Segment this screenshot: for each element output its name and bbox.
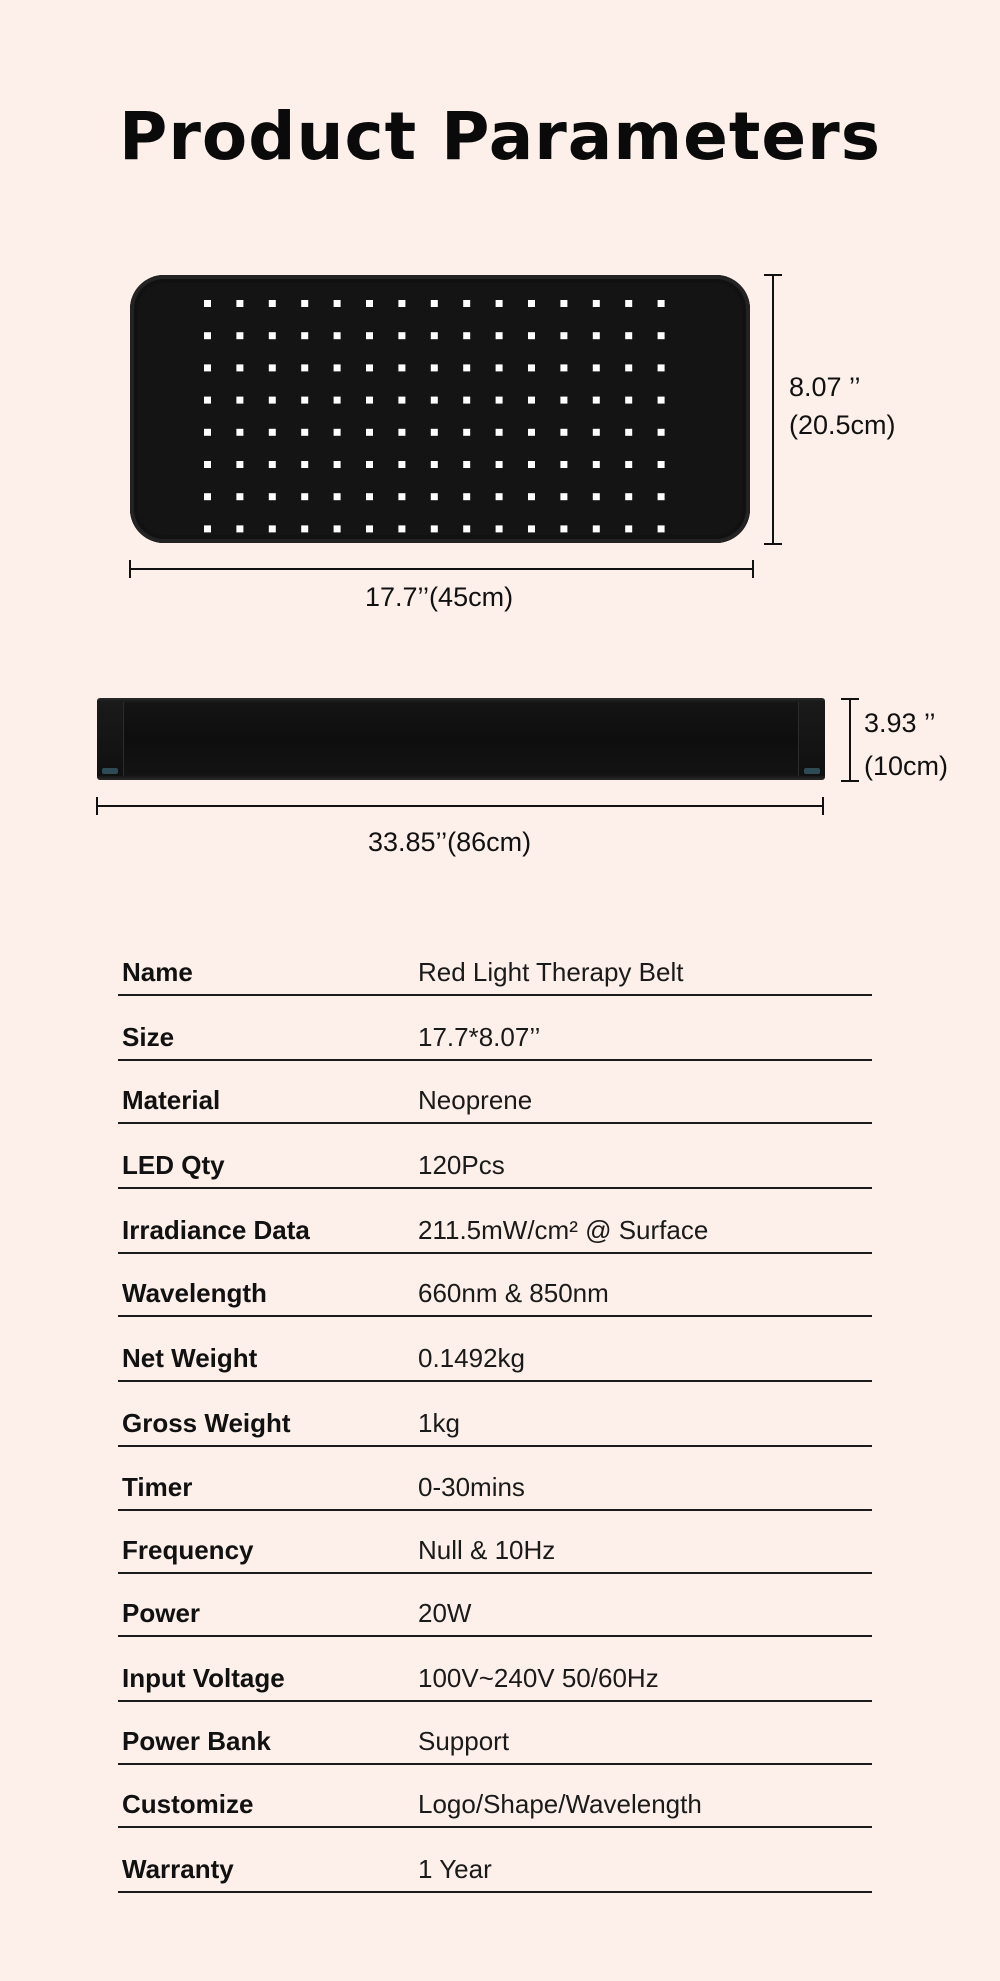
panel-width-label: 17.7’’(45cm)	[365, 582, 514, 612]
belt-height-line	[849, 698, 851, 782]
led-dot	[496, 397, 503, 404]
led-dot	[334, 300, 341, 307]
panel-height-cap-top	[764, 274, 782, 276]
parameter-row	[118, 1316, 872, 1382]
led-dot	[301, 364, 308, 371]
led-dot	[269, 397, 276, 404]
parameter-label: Timer	[122, 1472, 193, 1502]
led-dot	[658, 364, 665, 371]
belt-width-cap-right	[822, 797, 824, 815]
parameter-value: 17.7*8.07’’	[418, 1022, 541, 1052]
belt-tab-right	[804, 768, 820, 774]
parameter-row	[118, 1123, 872, 1189]
led-dot	[236, 300, 243, 307]
led-dot	[496, 332, 503, 339]
parameter-label: LED Qty	[122, 1150, 225, 1180]
belt-width-line	[97, 805, 824, 807]
led-dot	[269, 300, 276, 307]
belt-height-label-cm: (10cm)	[864, 751, 949, 781]
led-dot	[463, 525, 470, 532]
belt-height-label: 3.93 ’’	[864, 708, 936, 738]
panel-width-cap-left	[129, 560, 131, 578]
led-dot	[658, 332, 665, 339]
led-dot	[560, 332, 567, 339]
led-dot	[593, 397, 600, 404]
parameter-label: Warranty	[122, 1854, 234, 1884]
led-dot	[236, 493, 243, 500]
led-dot	[398, 364, 405, 371]
belt-image	[97, 698, 825, 780]
led-dot	[528, 429, 535, 436]
led-dot	[204, 300, 211, 307]
led-dot	[593, 332, 600, 339]
belt-height-cap-top	[841, 698, 859, 700]
belt-tab-left	[102, 768, 118, 774]
led-dot	[301, 493, 308, 500]
led-dot	[431, 429, 438, 436]
parameter-label: Frequency	[122, 1535, 254, 1565]
led-dot	[431, 493, 438, 500]
led-dot	[431, 300, 438, 307]
belt-height-cap-bottom	[841, 780, 859, 782]
led-dot	[301, 300, 308, 307]
led-dot	[398, 332, 405, 339]
parameter-label: Power	[122, 1598, 201, 1628]
led-dot	[204, 493, 211, 500]
parameter-value: Support	[418, 1726, 510, 1756]
led-dot	[528, 300, 535, 307]
led-dot	[431, 332, 438, 339]
led-dot	[625, 397, 632, 404]
parameter-label: Power Bank	[122, 1726, 271, 1756]
panel-height-label: 8.07 ’’	[789, 372, 861, 402]
parameter-value: 1 Year	[418, 1854, 492, 1884]
led-dot	[528, 332, 535, 339]
led-dot	[236, 461, 243, 468]
parameter-value: Null & 10Hz	[418, 1535, 556, 1565]
led-dot	[366, 397, 373, 404]
led-dot	[398, 493, 405, 500]
led-dot	[528, 397, 535, 404]
led-dot	[366, 525, 373, 532]
led-dot	[269, 493, 276, 500]
parameter-value: Red Light Therapy Belt	[418, 957, 684, 987]
led-dot	[593, 525, 600, 532]
parameter-row	[118, 1571, 872, 1637]
led-dot	[334, 332, 341, 339]
led-dot	[658, 429, 665, 436]
led-dot	[625, 525, 632, 532]
led-dot	[496, 461, 503, 468]
panel-height-line	[772, 275, 774, 545]
led-dot	[334, 493, 341, 500]
led-dot	[496, 300, 503, 307]
led-dot	[463, 332, 470, 339]
led-panel-image	[130, 275, 750, 543]
parameter-value: 20W	[418, 1598, 472, 1628]
parameter-label: Gross Weight	[122, 1408, 291, 1438]
led-dot	[431, 461, 438, 468]
led-dot	[366, 300, 373, 307]
parameter-label: Input Voltage	[122, 1663, 285, 1693]
parameter-label: Irradiance Data	[122, 1215, 310, 1245]
led-dot	[204, 397, 211, 404]
led-dot	[431, 397, 438, 404]
led-dot	[625, 493, 632, 500]
led-dot	[496, 493, 503, 500]
led-dot	[236, 525, 243, 532]
led-dot	[463, 300, 470, 307]
led-dot	[204, 525, 211, 532]
led-dot	[528, 364, 535, 371]
led-dot	[560, 397, 567, 404]
parameter-value: 100V~240V 50/60Hz	[418, 1663, 659, 1693]
led-dot	[625, 300, 632, 307]
led-dot	[496, 364, 503, 371]
led-dot	[334, 461, 341, 468]
led-dot	[204, 332, 211, 339]
led-dot	[496, 525, 503, 532]
led-dot	[398, 461, 405, 468]
led-dot	[398, 300, 405, 307]
led-dot	[366, 332, 373, 339]
led-dot	[334, 364, 341, 371]
led-dot	[528, 493, 535, 500]
parameter-row	[118, 1251, 872, 1317]
led-dot	[560, 525, 567, 532]
led-dot	[236, 397, 243, 404]
led-dot	[269, 461, 276, 468]
parameter-row	[118, 930, 872, 996]
parameter-row	[118, 1381, 872, 1447]
parameter-value: 0.1492kg	[418, 1343, 525, 1373]
parameter-row	[118, 995, 872, 1061]
led-dot	[658, 397, 665, 404]
led-dot	[560, 461, 567, 468]
parameter-row	[118, 1699, 872, 1765]
panel-height-cap-bottom	[764, 543, 782, 545]
parameter-value: 0-30mins	[418, 1472, 525, 1502]
led-dot	[301, 397, 308, 404]
led-dot	[204, 429, 211, 436]
led-dot	[528, 461, 535, 468]
led-dot	[658, 493, 665, 500]
led-dot	[463, 461, 470, 468]
led-dot	[301, 429, 308, 436]
belt-width-label: 33.85’’(86cm)	[368, 827, 532, 857]
led-dot	[236, 332, 243, 339]
parameter-label: Customize	[122, 1789, 254, 1819]
led-dot	[204, 364, 211, 371]
led-dot	[398, 429, 405, 436]
led-dot	[334, 525, 341, 532]
led-dot	[528, 525, 535, 532]
belt-width-cap-left	[96, 797, 98, 815]
led-dot	[658, 525, 665, 532]
led-dot	[334, 397, 341, 404]
led-dot	[560, 493, 567, 500]
led-dot	[301, 332, 308, 339]
led-dot	[398, 525, 405, 532]
led-dot	[463, 493, 470, 500]
led-dot	[625, 332, 632, 339]
led-dot	[301, 525, 308, 532]
parameter-label: Material	[122, 1085, 221, 1115]
panel-height-label-cm: (20.5cm)	[789, 410, 896, 440]
led-dot	[625, 364, 632, 371]
led-dot	[463, 429, 470, 436]
parameter-value: 660nm & 850nm	[418, 1278, 609, 1308]
parameter-value: 120Pcs	[418, 1150, 505, 1180]
parameter-row	[118, 1188, 872, 1254]
led-dot	[625, 429, 632, 436]
parameter-row	[118, 1762, 872, 1828]
led-dot	[431, 364, 438, 371]
belt-strap-end-right	[798, 702, 825, 776]
parameter-row	[118, 1058, 872, 1124]
led-dot	[496, 429, 503, 436]
led-dot	[366, 364, 373, 371]
led-dot	[431, 525, 438, 532]
led-dot	[560, 429, 567, 436]
parameter-label: Name	[122, 957, 193, 987]
belt-strap-end-left	[97, 702, 124, 776]
led-dot	[625, 461, 632, 468]
panel-width-line	[130, 568, 753, 570]
led-dot	[398, 397, 405, 404]
led-dot	[593, 300, 600, 307]
led-dot	[593, 493, 600, 500]
led-dot	[204, 461, 211, 468]
parameter-value: 1kg	[418, 1408, 460, 1438]
led-dot	[366, 493, 373, 500]
led-dot	[269, 364, 276, 371]
parameter-row	[118, 1445, 872, 1511]
led-dot	[658, 461, 665, 468]
led-dot	[658, 300, 665, 307]
led-grid	[130, 275, 750, 543]
led-dot	[366, 461, 373, 468]
led-dot	[560, 364, 567, 371]
led-dot	[593, 429, 600, 436]
led-dot	[366, 429, 373, 436]
parameter-label: Size	[122, 1022, 175, 1052]
panel-width-cap-right	[752, 560, 754, 578]
page-title: Product Parameters	[118, 98, 882, 175]
parameter-value: Logo/Shape/Wavelength	[418, 1789, 702, 1819]
parameter-value: 211.5mW/cm² @ Surface	[418, 1215, 709, 1245]
parameter-row	[118, 1636, 872, 1702]
parameter-row	[118, 1827, 872, 1893]
led-dot	[269, 429, 276, 436]
led-dot	[269, 332, 276, 339]
led-dot	[236, 364, 243, 371]
led-dot	[301, 461, 308, 468]
parameter-label: Net Weight	[122, 1343, 258, 1373]
led-dot	[463, 397, 470, 404]
led-dot	[560, 300, 567, 307]
led-dot	[593, 461, 600, 468]
parameter-label: Wavelength	[122, 1278, 267, 1308]
parameter-row	[118, 1508, 872, 1574]
led-dot	[269, 525, 276, 532]
parameter-value: Neoprene	[418, 1085, 533, 1115]
led-dot	[236, 429, 243, 436]
led-dot	[463, 364, 470, 371]
led-dot	[334, 429, 341, 436]
led-dot	[593, 364, 600, 371]
